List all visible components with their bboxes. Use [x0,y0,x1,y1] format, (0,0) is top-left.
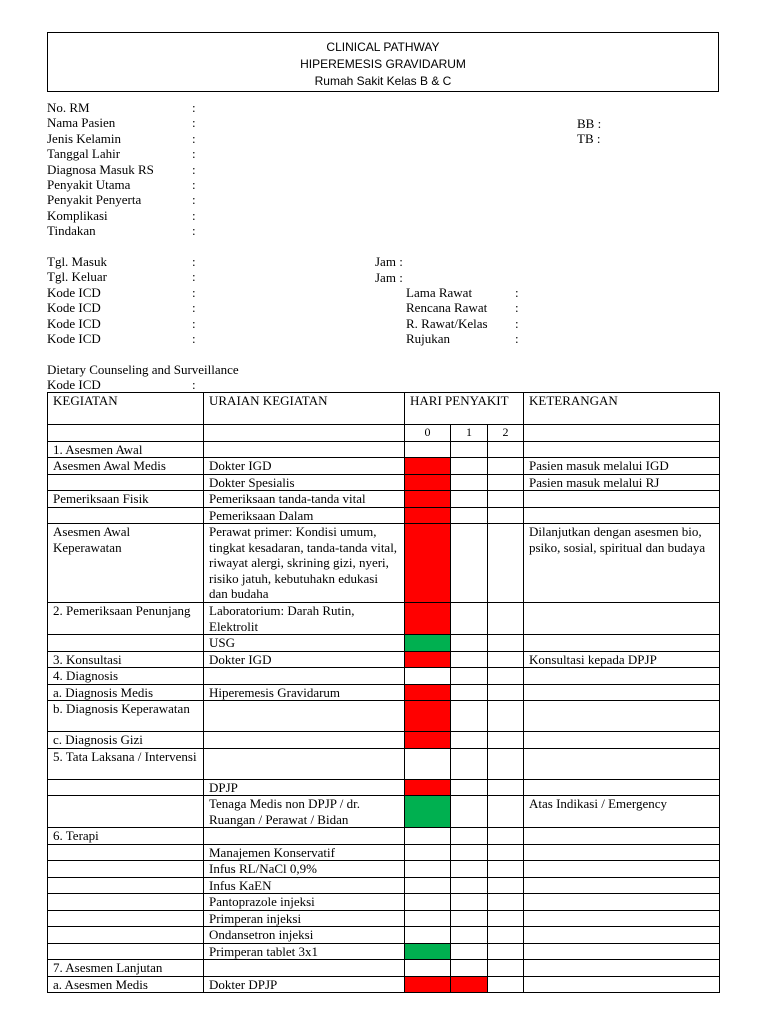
day-0-status-cell [405,441,451,458]
uraian-cell [204,960,405,977]
patient-field-colon: : [192,115,196,130]
table-row [48,927,720,944]
day-2-status-cell [488,635,524,652]
uraian-cell: Primperan injeksi [204,910,405,927]
bb-label: BB : [577,116,602,131]
stay-field-label: Tgl. Keluar [47,269,107,284]
day-2-status-cell [488,491,524,508]
patient-field-colon: : [192,177,196,192]
kegiatan-cell [48,779,204,796]
kegiatan-cell: 6. Terapi [48,828,204,845]
right-field-colon: : [515,300,519,315]
day-0-status-cell [405,524,451,603]
table-row [48,779,720,796]
keterangan-cell [524,491,720,508]
day-1-status-cell [451,877,488,894]
title-line-2: HIPEREMESIS GRAVIDARUM [300,57,466,71]
day-0-status-cell [405,861,451,878]
day-2-status-cell [488,844,524,861]
day-1-status-cell [451,894,488,911]
kegiatan-cell [48,861,204,878]
header-uraian: URAIAN KEGIATAN [204,393,405,425]
day-0-status-cell [405,651,451,668]
day-2-status-cell [488,796,524,828]
header-keterangan: KETERANGAN [524,393,720,425]
uraian-cell: Infus RL/NaCl 0,9% [204,861,405,878]
table-row [48,748,720,779]
day-0-status-cell [405,635,451,652]
keterangan-cell [524,603,720,635]
patient-field-colon: : [192,146,196,161]
patient-field-label: No. RM [47,100,90,115]
header-day-2: 2 [488,425,524,442]
day-2-status-cell [488,927,524,944]
keterangan-cell [524,732,720,749]
table-row [48,910,720,927]
stay-field-colon: : [192,269,196,284]
day-0-status-cell [405,796,451,828]
kegiatan-cell: Asesmen Awal Keperawatan [48,524,204,603]
day-1-status-cell [451,458,488,475]
day-2-status-cell [488,748,524,779]
day-2-status-cell [488,458,524,475]
kegiatan-cell: Pemeriksaan Fisik [48,491,204,508]
kegiatan-cell [48,894,204,911]
uraian-cell: Pemeriksaan Dalam [204,507,405,524]
day-0-status-cell [405,684,451,701]
uraian-cell: Dokter IGD [204,458,405,475]
day-2-status-cell [488,779,524,796]
day-2-status-cell [488,701,524,732]
uraian-cell: Perawat primer: Kondisi umum, tingkat kesadaran, tanda-tanda vital, riwayat alergi, skrining gizi, nyeri, risiko jatuh, kebutuhakn edukasi dan budaha [204,524,405,603]
uraian-cell: Pantoprazole injeksi [204,894,405,911]
kegiatan-cell: 2. Pemeriksaan Penunjang [48,603,204,635]
keterangan-cell: Konsultasi kepada DPJP [524,651,720,668]
day-1-status-cell [451,927,488,944]
day-1-status-cell [451,603,488,635]
day-0-status-cell [405,732,451,749]
uraian-cell [204,732,405,749]
keterangan-cell: Pasien masuk melalui RJ [524,474,720,491]
uraian-cell: Laboratorium: Darah Rutin, Elektrolit [204,603,405,635]
keterangan-cell: Atas Indikasi / Emergency [524,796,720,828]
header-blank-cell [524,425,720,442]
day-0-status-cell [405,474,451,491]
patient-field-label: Tanggal Lahir [47,146,121,161]
header-day-0: 0 [405,425,451,442]
patient-field-colon: : [192,223,196,238]
patient-field-label: Penyakit Penyerta [47,192,142,207]
day-1-status-cell [451,943,488,960]
keterangan-cell [524,684,720,701]
stay-field-colon: : [192,331,196,346]
table-row [48,603,720,635]
uraian-cell: Hiperemesis Gravidarum [204,684,405,701]
document-title-box [47,32,719,92]
table-body [48,441,720,993]
day-1-status-cell [451,651,488,668]
kegiatan-cell [48,474,204,491]
day-0-status-cell [405,844,451,861]
day-1-status-cell [451,861,488,878]
day-2-status-cell [488,943,524,960]
day-0-status-cell [405,668,451,685]
keterangan-cell: Dilanjutkan dengan asesmen bio, psiko, sosial, spiritual dan budaya [524,524,720,603]
keterangan-cell [524,927,720,944]
table-row [48,877,720,894]
keterangan-cell [524,877,720,894]
day-2-status-cell [488,910,524,927]
keterangan-cell [524,668,720,685]
kegiatan-cell [48,635,204,652]
dietary-kode-colon: : [192,377,196,392]
keterangan-cell [524,943,720,960]
keterangan-cell [524,844,720,861]
uraian-cell [204,701,405,732]
dietary-kode-label: Kode ICD [47,377,101,392]
kegiatan-cell: 1. Asesmen Awal [48,441,204,458]
keterangan-cell [524,976,720,993]
day-0-status-cell [405,603,451,635]
table-row [48,668,720,685]
uraian-cell: Dokter DPJP [204,976,405,993]
right-field-colon: : [515,285,519,300]
day-0-status-cell [405,779,451,796]
kegiatan-cell: a. Asesmen Medis [48,976,204,993]
uraian-cell: Manajemen Konservatif [204,844,405,861]
keterangan-cell [524,635,720,652]
day-1-status-cell [451,491,488,508]
day-0-status-cell [405,927,451,944]
day-1-status-cell [451,732,488,749]
stay-field-colon: : [192,316,196,331]
day-1-status-cell [451,507,488,524]
patient-field-label: Tindakan [47,223,96,238]
table-row [48,828,720,845]
uraian-cell: Infus KaEN [204,877,405,894]
day-1-status-cell [451,910,488,927]
table-row [48,796,720,828]
day-2-status-cell [488,976,524,993]
uraian-cell: Ondansetron injeksi [204,927,405,944]
patient-field-label: Diagnosa Masuk RS [47,162,154,177]
kegiatan-cell: 7. Asesmen Lanjutan [48,960,204,977]
uraian-cell: DPJP [204,779,405,796]
kegiatan-cell: 4. Diagnosis [48,668,204,685]
table-row [48,960,720,977]
stay-field-label: Kode ICD [47,300,101,315]
day-1-status-cell [451,635,488,652]
patient-field-colon: : [192,208,196,223]
uraian-cell: Dokter Spesialis [204,474,405,491]
patient-field-label: Komplikasi [47,208,108,223]
keterangan-cell [524,701,720,732]
table-row [48,684,720,701]
keterangan-cell: Pasien masuk melalui IGD [524,458,720,475]
keterangan-cell [524,779,720,796]
day-1-status-cell [451,828,488,845]
table-row [48,976,720,993]
day-1-status-cell [451,684,488,701]
header-blank-cell [48,425,204,442]
day-0-status-cell [405,491,451,508]
day-2-status-cell [488,960,524,977]
day-1-status-cell [451,779,488,796]
day-1-status-cell [451,701,488,732]
jam-keluar-label: Jam : [375,270,403,285]
kegiatan-cell: Asesmen Awal Medis [48,458,204,475]
jam-masuk-label: Jam : [375,254,403,269]
keterangan-cell [524,960,720,977]
day-2-status-cell [488,732,524,749]
day-0-status-cell [405,458,451,475]
header-kegiatan: KEGIATAN [48,393,204,425]
right-field-label: R. Rawat/Kelas [406,316,488,331]
kegiatan-cell [48,844,204,861]
right-field-label: Lama Rawat [406,285,473,300]
day-2-status-cell [488,441,524,458]
kegiatan-cell: 5. Tata Laksana / Intervensi [48,748,204,779]
kegiatan-cell [48,796,204,828]
kegiatan-cell: 3. Konsultasi [48,651,204,668]
table-row [48,491,720,508]
day-1-status-cell [451,748,488,779]
kegiatan-cell: c. Diagnosis Gizi [48,732,204,749]
uraian-cell [204,748,405,779]
keterangan-cell [524,748,720,779]
day-2-status-cell [488,684,524,701]
table-row [48,894,720,911]
table-row [48,651,720,668]
stay-field-colon: : [192,300,196,315]
stay-field-colon: : [192,254,196,269]
day-0-status-cell [405,507,451,524]
dietary-title: Dietary Counseling and Surveillance [47,362,239,377]
keterangan-cell [524,894,720,911]
day-2-status-cell [488,861,524,878]
table-row [48,943,720,960]
table-row [48,524,720,603]
table-row [48,844,720,861]
day-1-status-cell [451,441,488,458]
day-2-status-cell [488,651,524,668]
table-row [48,507,720,524]
uraian-cell: Dokter IGD [204,651,405,668]
stay-field-colon: : [192,285,196,300]
patient-field-colon: : [192,100,196,115]
day-1-status-cell [451,976,488,993]
day-2-status-cell [488,877,524,894]
day-0-status-cell [405,943,451,960]
right-field-colon: : [515,316,519,331]
uraian-cell: USG [204,635,405,652]
uraian-cell [204,441,405,458]
day-1-status-cell [451,844,488,861]
right-field-label: Rujukan [406,331,451,346]
day-0-status-cell [405,910,451,927]
keterangan-cell [524,828,720,845]
kegiatan-cell [48,877,204,894]
kegiatan-cell: b. Diagnosis Keperawatan [48,701,204,732]
day-2-status-cell [488,524,524,603]
table-row [48,701,720,732]
patient-field-label: Jenis Kelamin [47,131,122,146]
keterangan-cell [524,910,720,927]
day-1-status-cell [451,796,488,828]
right-field-colon: : [515,331,519,346]
keterangan-cell [524,861,720,878]
table-row [48,861,720,878]
uraian-cell [204,828,405,845]
right-field-label: Rencana Rawat [406,300,488,315]
tb-label: TB : [577,131,601,146]
day-1-status-cell [451,960,488,977]
keterangan-cell [524,441,720,458]
day-0-status-cell [405,976,451,993]
patient-field-colon: : [192,131,196,146]
stay-field-label: Kode ICD [47,316,101,331]
uraian-cell: Pemeriksaan tanda-tanda vital [204,491,405,508]
day-2-status-cell [488,507,524,524]
table-row [48,441,720,458]
day-0-status-cell [405,701,451,732]
table-row [48,635,720,652]
day-0-status-cell [405,877,451,894]
header-day-1: 1 [451,425,488,442]
day-2-status-cell [488,474,524,491]
keterangan-cell [524,507,720,524]
day-2-status-cell [488,828,524,845]
stay-field-label: Kode ICD [47,331,101,346]
kegiatan-cell [48,927,204,944]
patient-field-colon: : [192,162,196,177]
day-0-status-cell [405,960,451,977]
kegiatan-cell: a. Diagnosis Medis [48,684,204,701]
uraian-cell [204,668,405,685]
patient-field-label: Penyakit Utama [47,177,131,192]
day-1-status-cell [451,474,488,491]
table-row [48,474,720,491]
title-line-1: CLINICAL PATHWAY [326,40,440,54]
header-hari-penyakit: HARI PENYAKIT [405,393,524,425]
table-row [48,732,720,749]
day-1-status-cell [451,524,488,603]
stay-field-label: Tgl. Masuk [47,254,107,269]
day-0-status-cell [405,748,451,779]
clinical-pathway-table [47,392,720,993]
day-0-status-cell [405,894,451,911]
day-1-status-cell [451,668,488,685]
header-blank-cell [204,425,405,442]
day-2-status-cell [488,668,524,685]
kegiatan-cell [48,910,204,927]
day-2-status-cell [488,894,524,911]
patient-field-label: Nama Pasien [47,115,116,130]
patient-field-colon: : [192,192,196,207]
day-0-status-cell [405,828,451,845]
day-2-status-cell [488,603,524,635]
title-line-3: Rumah Sakit Kelas B & C [314,74,452,88]
stay-field-label: Kode ICD [47,285,101,300]
uraian-cell: Tenaga Medis non DPJP / dr. Ruangan / Perawat / Bidan [204,796,405,828]
kegiatan-cell [48,943,204,960]
uraian-cell: Primperan tablet 3x1 [204,943,405,960]
table-row [48,458,720,475]
kegiatan-cell [48,507,204,524]
